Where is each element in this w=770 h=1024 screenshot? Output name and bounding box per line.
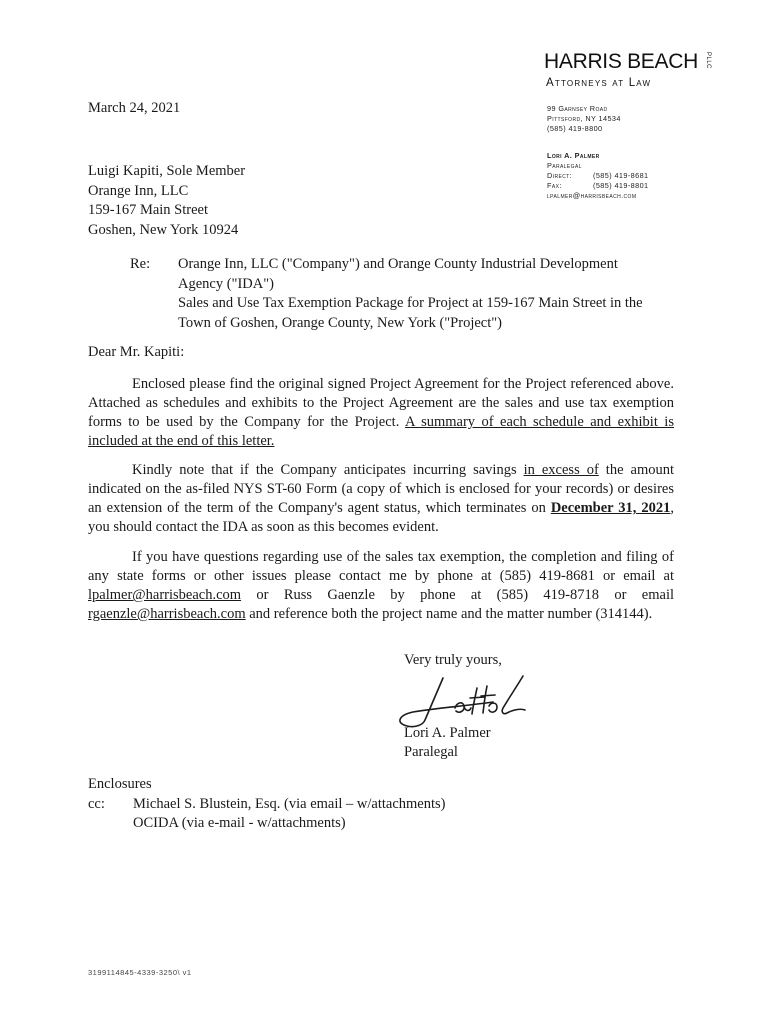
direct-label: Direct: — [547, 171, 573, 180]
paragraph-2 — [88, 461, 674, 537]
closing: Very truly yours, — [404, 652, 502, 668]
recipient-line: 159-167 Main Street — [88, 202, 209, 218]
cc-entry: Michael S. Blustein, Esq. (via email – w/attachments) — [133, 796, 446, 812]
firm-tagline: Attorneys at Law — [546, 77, 652, 89]
enclosures-label: Enclosures — [88, 776, 152, 792]
firm-address — [547, 104, 621, 134]
direct-value: (585) 419-8681 — [593, 171, 649, 180]
email-link-lpalmer[interactable]: lpalmer@harrisbeach.com — [88, 587, 242, 603]
paragraph-2-text-b: the amount indicated on the as-filed NYS ST-60 Form (a copy of which is enclosed for your records) or desires an extension of the term of the Company's agent status, which terminates on — [88, 462, 675, 516]
excess-emphasis: in excess of — [523, 462, 599, 478]
summary-note: A summary of each schedule and exhibit is included at the end of this letter. — [88, 414, 674, 449]
recipient-line: Goshen, New York 10924 — [88, 221, 239, 238]
recipient-line: Orange Inn, LLC — [88, 182, 189, 199]
cc-list — [133, 795, 446, 833]
recipient-block — [88, 162, 245, 240]
letter-date: March 24, 2021 — [88, 100, 181, 116]
paragraph-3-text-b: or Russ Gaenzle by phone at (585) 419-8718 or email — [241, 587, 674, 603]
re-line: Orange Inn, LLC ("Company") and Orange County Industrial Development — [178, 256, 618, 272]
paragraph-1 — [88, 375, 674, 451]
address-line-1: 99 Garnsey Road — [547, 104, 608, 113]
re-label: Re: — [130, 256, 151, 272]
address-line-2: Pittsford, NY 14534 — [547, 114, 621, 123]
direct-row — [547, 171, 649, 181]
fax-row — [547, 181, 649, 191]
fax-label: Fax: — [547, 181, 562, 190]
paragraph-2-text-c: , you should contact the IDA as soon as this becomes evident. — [88, 500, 674, 535]
signer-name: Lori A. Palmer — [404, 725, 491, 741]
paragraph-2-text-a: Kindly note that if the Company anticipates incurring savings — [132, 462, 524, 478]
document-id: 3199114845-4339-3250\ v1 — [88, 968, 192, 977]
paragraph-3-text-c: and reference both the project name and the matter number (314144). — [245, 606, 653, 622]
re-line: Sales and Use Tax Exemption Package for Project at 159-167 Main Street in the — [178, 295, 643, 311]
firm-name: HARRIS BEACH — [544, 50, 698, 73]
contact-email: lpalmer@harrisbeach.com — [547, 191, 637, 200]
cc-entry: OCIDA (via e-mail - w/attachments) — [133, 815, 346, 831]
signer-title: Paralegal — [404, 744, 458, 760]
cc-label: cc: — [88, 796, 105, 812]
firm-phone: (585) 419-8800 — [547, 124, 603, 133]
re-line: Agency ("IDA") — [178, 275, 274, 292]
re-subject — [178, 255, 678, 333]
salutation: Dear Mr. Kapiti: — [88, 344, 185, 360]
contact-title: Paralegal — [547, 161, 582, 170]
recipient-line: Luigi Kapiti, Sole Member — [88, 163, 246, 179]
paragraph-3 — [88, 548, 674, 624]
termination-date: December 31, 2021 — [550, 500, 671, 516]
paragraph-1-text: Enclosed please find the original signed Project Agreement for the Project referenced above. Attached as schedules and exhibits to the Project Agreement are the sales and use tax exemption forms to be used by the Company for the Project. — [88, 376, 674, 430]
contact-block — [547, 151, 649, 201]
fax-value: (585) 419-8801 — [593, 181, 649, 190]
firm-pllc: PLLC — [705, 52, 711, 70]
paragraph-3-text-a: If you have questions regarding use of the sales tax exemption, the completion and filing of any state forms or other issues please contact me by phone at (585) 419-8681 or email at — [88, 549, 674, 584]
email-link-rgaenzle[interactable]: rgaenzle@harrisbeach.com — [88, 606, 246, 622]
re-line: Town of Goshen, Orange County, New York ("Project") — [178, 314, 503, 331]
contact-name: Lori A. Palmer — [547, 151, 600, 160]
